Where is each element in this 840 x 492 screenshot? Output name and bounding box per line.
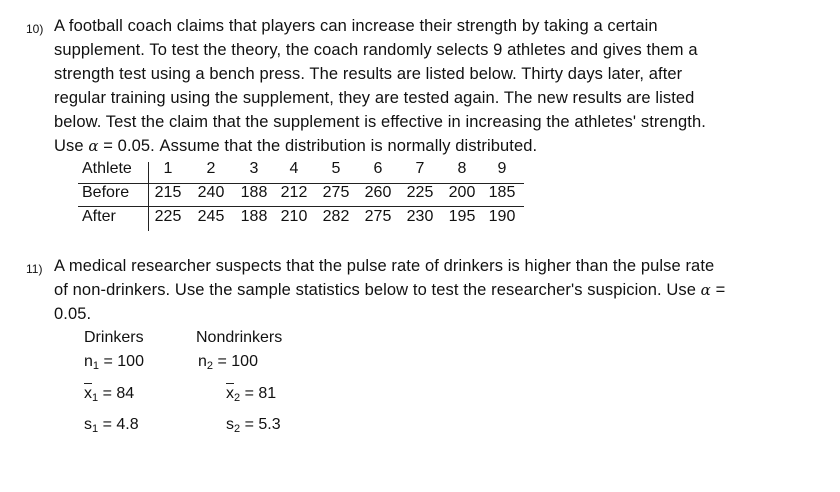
q10-text-line-1: A football coach claims that players can increase their strength by taking a certain [54,17,658,35]
n-symbol: n [198,353,207,370]
subscript: 2 [234,423,241,435]
table-cell: 215 [154,184,182,201]
header-cell: 2 [206,160,216,177]
subscript: 1 [92,360,100,372]
q10-text-line-4: regular training using the supplement, they are tested again. The new results are listed [54,89,695,107]
n-value: = 100 [99,353,144,370]
q10-text-line-2: supplement. To test the theory, the coach randomly selects 9 athletes and gives them a [54,41,698,59]
q11-text-line-3: 0.05. [54,305,92,323]
x-bar-symbol: x [226,385,234,402]
n-value: = 100 [213,353,258,370]
header-cell: 8 [457,160,467,177]
question-10-number: 10) [26,22,44,36]
subscript: 2 [234,392,241,404]
table-cell: 190 [488,208,516,225]
table-cell: 210 [280,208,308,225]
header-cell: 1 [163,160,173,177]
table-cell: 188 [240,208,268,225]
subscript: 1 [92,423,99,435]
subscript: 1 [92,392,99,404]
table-cell: 275 [364,208,392,225]
table-cell: 200 [448,184,476,201]
table-cell: 230 [406,208,434,225]
s-symbol: s [226,416,234,433]
table-cell: 225 [154,208,182,225]
drinkers-n [84,353,144,372]
header-label: Athlete [82,160,132,177]
nondrinkers-mean [226,385,276,404]
table-cell: 212 [280,184,308,201]
mean-value: = 84 [98,385,135,402]
row-label: After [82,208,116,225]
mean-value: = 81 [240,385,277,402]
table-cell: 282 [322,208,350,225]
q11-line2-pre: of non-drinkers. Use the sample statistics below to test the researcher's suspicion. Use [54,281,701,299]
q10-text-line-6 [54,137,537,156]
alpha-symbol: α [88,137,99,155]
table-vertical-divider [148,162,149,231]
drinkers-sd [84,416,139,435]
q10-text-line-3: strength test using a bench press. The results are listed below. Thirty days later, after [54,65,683,83]
q10-line6-pre: Use [54,137,89,155]
nondrinkers-sd [226,416,281,435]
n-symbol: n [84,353,93,370]
drinkers-mean [84,385,134,404]
q11-text-line-1: A medical researcher suspects that the pulse rate of drinkers is higher than the pulse rate [54,257,715,275]
table-cell: 195 [448,208,476,225]
drinkers-heading: Drinkers [84,329,144,346]
row-label: Before [82,184,130,201]
sd-value: = 5.3 [240,416,281,433]
table-cell: 188 [240,184,268,201]
table-header-divider [78,183,524,184]
q10-text-line-5: below. Test the claim that the supplement is effective in increasing the athletes' strength. [54,113,706,131]
x-bar-symbol: x [84,385,92,402]
header-cell: 7 [415,160,425,177]
q11-line2-post: = [710,281,726,299]
header-cell: 6 [373,160,383,177]
table-cell: 185 [488,184,516,201]
header-cell: 4 [289,160,299,177]
table-cell: 275 [322,184,350,201]
alpha-symbol: α [700,281,711,299]
header-cell: 9 [497,160,507,177]
table-cell: 240 [197,184,225,201]
question-11-number: 11) [26,262,43,276]
table-cell: 260 [364,184,392,201]
table-row-divider [78,206,524,207]
header-cell: 3 [249,160,259,177]
nondrinkers-heading: Nondrinkers [196,329,283,346]
table-cell: 225 [406,184,434,201]
s-symbol: s [84,416,92,433]
q11-text-line-2 [54,281,725,300]
nondrinkers-n [198,353,258,372]
header-cell: 5 [331,160,341,177]
subscript: 2 [206,360,214,372]
sd-value: = 4.8 [98,416,139,433]
table-cell: 245 [197,208,225,225]
q10-line6-post: = 0.05. Assume that the distribution is normally distributed. [98,137,538,155]
